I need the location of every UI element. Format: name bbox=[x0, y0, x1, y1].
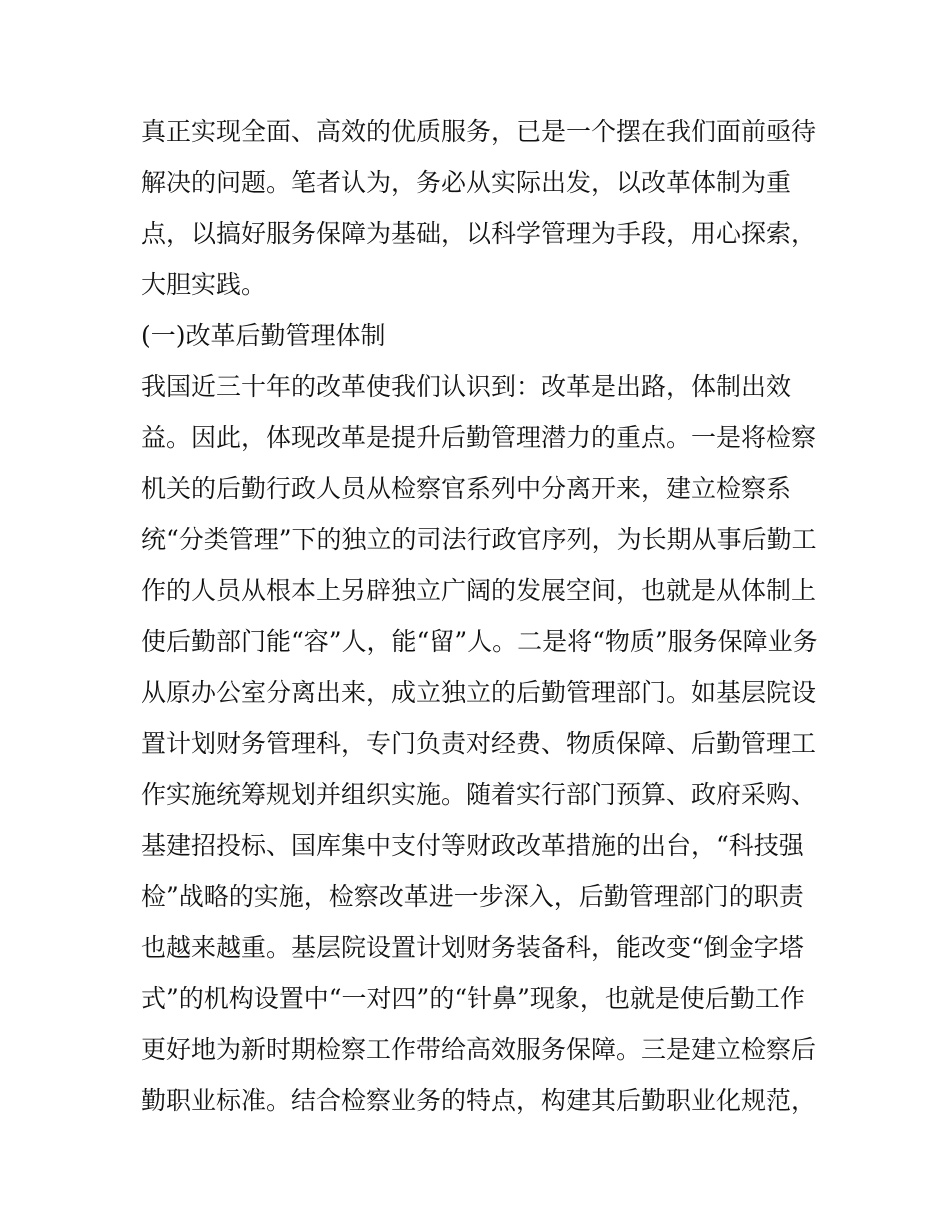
text-line: 真正实现全面、高效的优质服务，已是一个摆在我们面前亟待 bbox=[141, 117, 817, 146]
text-line: 也越来越重。基层院设置计划财务装备科，能改变“倒金字塔 bbox=[141, 933, 804, 962]
text-line: 置计划财务管理科，专门负责对经费、物质保障、后勤管理工 bbox=[141, 729, 817, 758]
text-line: 我国近三十年的改革使我们认识到：改革是出路，体制出效 bbox=[141, 372, 792, 401]
text-line: 解决的问题。笔者认为，务必从实际出发，以改革体制为重 bbox=[141, 168, 792, 197]
text-line: 益。因此，体现改革是提升后勤管理潜力的重点。一是将检察 bbox=[141, 423, 817, 452]
text-line: 勤职业标准。结合检察业务的特点，构建其后勤职业化规范， bbox=[141, 1086, 817, 1115]
body-text bbox=[141, 106, 831, 1126]
text-line: 作的人员从根本上另辟独立广阔的发展空间，也就是从体制上 bbox=[141, 576, 817, 605]
text-line: 点，以搞好服务保障为基础，以科学管理为手段，用心探索， bbox=[141, 219, 817, 248]
text-line: 更好地为新时期检察工作带给高效服务保障。三是建立检察后 bbox=[141, 1035, 817, 1064]
text-line: 检”战略的实施，检察改革进一步深入，后勤管理部门的职责 bbox=[141, 882, 804, 911]
text-line: 使后勤部门能“容”人，能“留”人。二是将“物质”服务保障业务 bbox=[141, 627, 818, 656]
text-line: 式”的机构设置中“一对四”的“针鼻”现象，也就是使后勤工作 bbox=[141, 984, 805, 1013]
text-line: 基建招投标、国库集中支付等财政改革措施的出台，“科技强 bbox=[141, 831, 804, 860]
section-heading: (一)改革后勤管理体制 bbox=[141, 321, 386, 350]
text-line: 统“分类管理”下的独立的司法行政官序列，为长期从事后勤工 bbox=[141, 525, 817, 554]
text-line: 机关的后勤行政人员从检察官系列中分离开来，建立检察系 bbox=[141, 474, 792, 503]
text-line: 从原办公室分离出来，成立独立的后勤管理部门。如基层院设 bbox=[141, 678, 817, 707]
text-line: 大胆实践。 bbox=[141, 270, 267, 299]
text-line: 作实施统筹规划并组织实施。随着实行部门预算、政府采购、 bbox=[141, 780, 817, 809]
